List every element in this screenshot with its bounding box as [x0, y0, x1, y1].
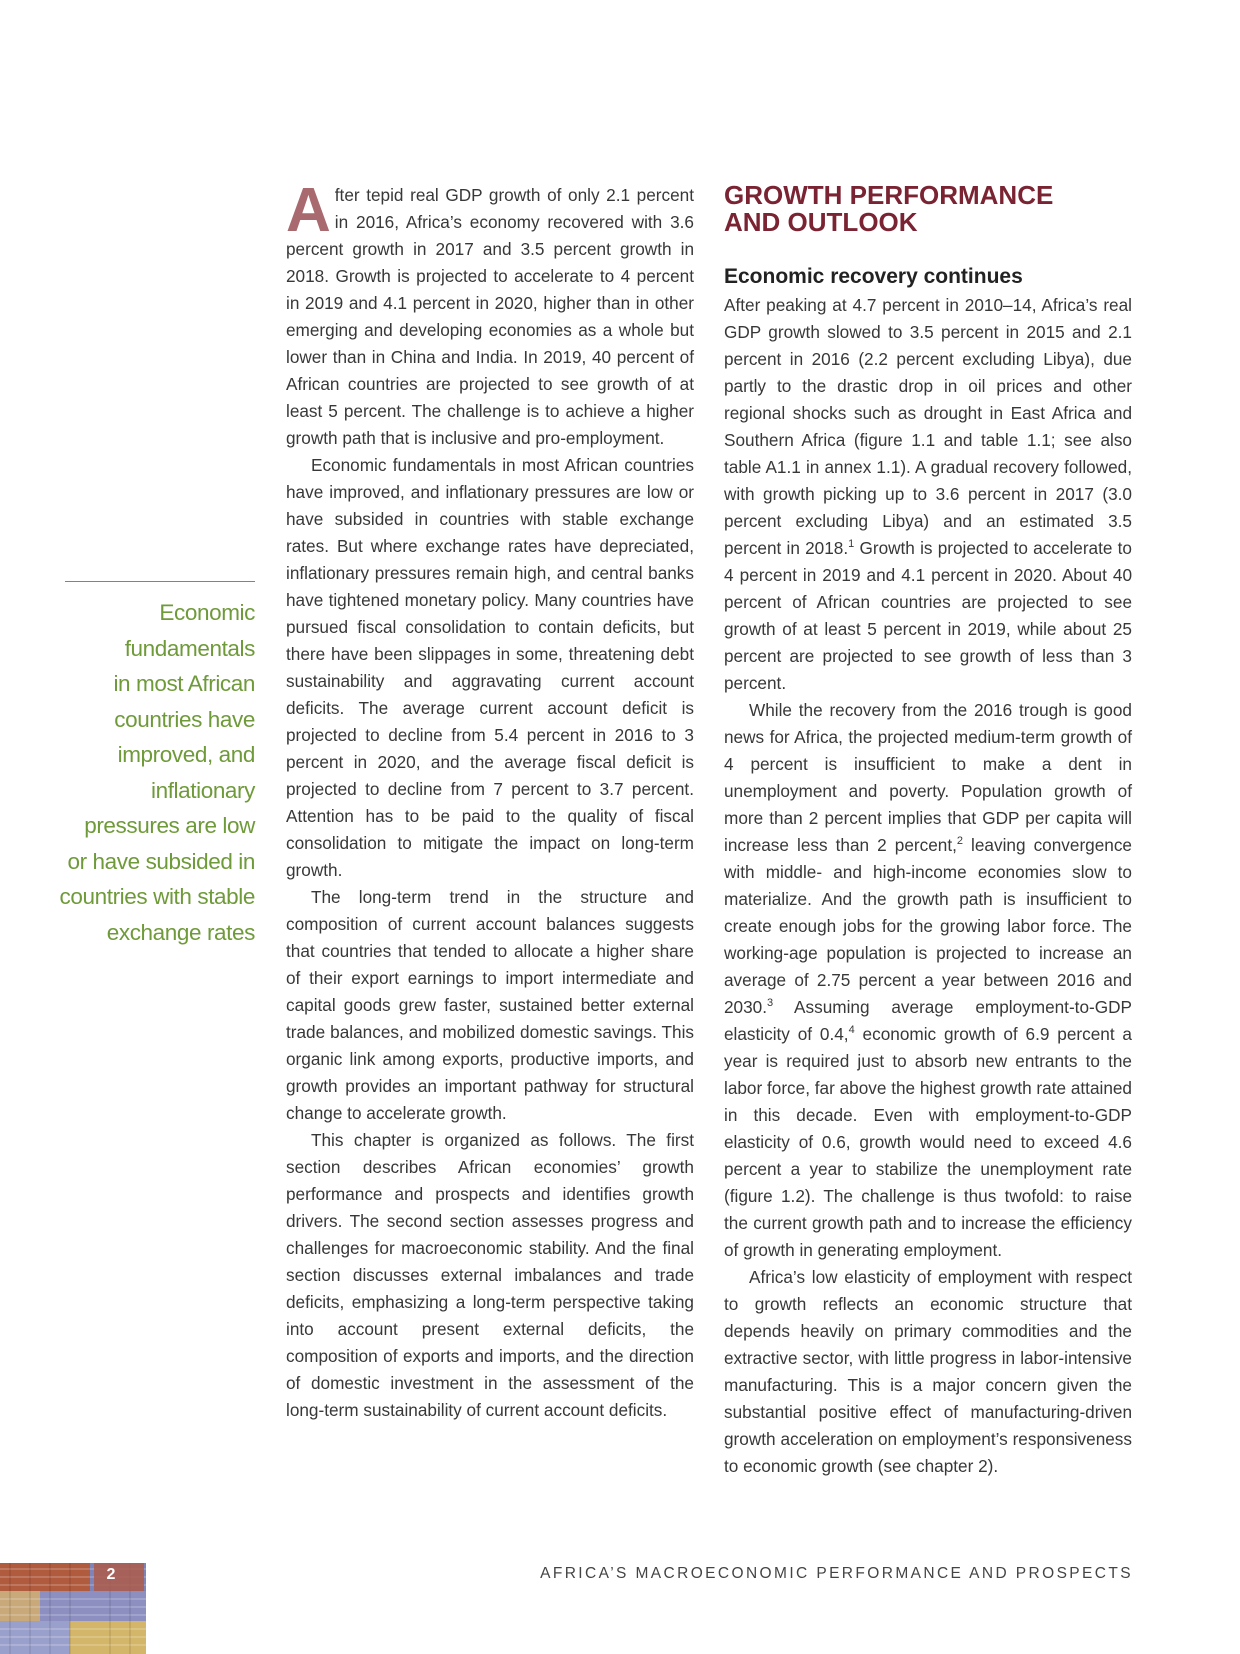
paragraph-text: leaving convergence with middle- and high-income economies slow to materialize. And the growth path is insufficient to create enough jobs for the growing labor force. The working-age population is projected to increase an average of 2.75 percent a year between 2016 and 2030. — [724, 835, 1132, 1017]
section-title-line: GROWTH PERFORMANCE — [724, 180, 1054, 210]
paragraph-text: After peaking at 4.7 percent in 2010–14, Africa’s real GDP growth slowed to 3.5 percent in 2015 and 2.1 percent in 2016 (2.2 percent excluding Libya), due partly to the drastic drop in oil prices and other regional shocks such as drought in East Africa and Southern Africa (figure 1.1 and table 1.1; see also table A1.1 in annex 1.1). A gradual recovery followed, with growth picking up to 3.6 percent in 2017 (3.0 percent excluding Libya) and an estimated 3.5 percent in 2018. — [724, 295, 1132, 558]
drop-cap: A — [286, 176, 331, 245]
footnote-ref[interactable]: 3 — [767, 997, 774, 1009]
pullquote-line: improved, and — [117, 742, 255, 767]
footnote-ref[interactable]: 2 — [956, 835, 963, 847]
pullquote — [55, 595, 255, 950]
body-paragraph: Economic fundamentals in most African countries have improved, and inflationary pressures are low or have subsided in countries with stable exchange rates. But where exchange rates have depreciated, inflationary pressures remain high, and central banks have tightened monetary policy. Many countries have pursued fiscal consolidation to contain deficits, but there have been slippages in some, threatening debt sustainability and aggravating current account deficits. The average current account deficit is projected to decline from 5.4 percent in 2016 to 3 percent in 2020, and the average fiscal deficit is projected to decline from 7 percent to 3.7 percent. Attention has to be paid to the quality of fiscal consolidation to mitigate the impact on long-term growth. — [286, 455, 694, 880]
pullquote-line: Economic — [159, 600, 255, 625]
intro-paragraph — [286, 176, 694, 452]
pullquote-line: countries with stable — [59, 884, 255, 909]
right-column — [724, 182, 1132, 1480]
textile-pattern — [0, 1563, 146, 1654]
pullquote-line: fundamentals — [124, 635, 255, 661]
page-number: 2 — [106, 1566, 116, 1583]
pullquote-line: inflationary — [150, 777, 255, 803]
pullquote-line: pressures are low — [84, 813, 255, 838]
section-title — [724, 182, 1132, 236]
woven-textile-decoration — [0, 1563, 146, 1654]
running-footer-title: AFRICA’S MACROECONOMIC PERFORMANCE AND PROSPECTS — [540, 1565, 1133, 1582]
pullquote-line: in most African — [113, 671, 255, 696]
footnote-ref[interactable]: 1 — [848, 538, 855, 550]
intro-text: fter tepid real GDP growth of only 2.1 percent in 2016, Africa’s economy recovered with 3.6 percent growth in 2017 and 3.5 percent growth in 2018. Growth is projected to accelerate to 4 percent in 2019 and 4.1 percent in 2020, higher than in other emerging and developing economies as a whole but lower than in China and India. In 2019, 40 percent of African countries are projected to see growth of at least 5 percent. The challenge is to achieve a higher growth path that is inclusive and pro-employment. — [286, 185, 694, 448]
paragraph-text: Growth is projected to accelerate to 4 percent in 2019 and 4.1 percent in 2020. About 40 percent of African countries are projected to see growth of at least 5 percent in 2019, while about 25 percent are projected to see growth of less than 3 percent. — [724, 538, 1132, 693]
paragraph-text: Assuming average employment-to-GDP elasticity of 0.4, — [724, 997, 1132, 1044]
body-paragraph: This chapter is organized as follows. The first section describes African economies’ growth performance and prospects and identifies growth drivers. The second section assesses progress and challenges for macroeconomic stability. And the final section discusses external imbalances and trade deficits, emphasizing a long-term perspective taking into account present external deficits, the composition of exports and imports, and the direction of domestic investment in the assessment of the long-term sustainability of current account deficits. — [286, 1130, 694, 1420]
body-paragraph — [724, 697, 1132, 1264]
footnote-ref[interactable]: 4 — [848, 1024, 855, 1036]
pullquote-line: or have subsided in — [67, 848, 255, 874]
paragraph-text: economic growth of 6.9 percent a year is required just to absorb new entrants to the labor force, far above the highest growth rate attained in this decade. Even with employment-to-GDP elasticity of 0.6, growth would need to exceed 4.6 percent a year to stabilize the unemployment rate (figure 1.2). The challenge is thus twofold: to raise the current growth path and to increase the efficiency of growth in generating employment. — [724, 1024, 1132, 1260]
pullquote-rule — [65, 581, 255, 582]
left-column — [286, 176, 694, 1424]
paragraph-text: While the recovery from the 2016 trough is good news for Africa, the projected medium-term growth of 4 percent is insufficient to make a dent in unemployment and poverty. Population growth of more than 2 percent implies that GDP per capita will increase less than 2 percent, — [724, 700, 1132, 855]
pullquote-line: countries have — [114, 706, 255, 732]
subheading: Economic recovery continues — [724, 265, 1023, 288]
body-paragraph: The long-term trend in the structure and composition of current account balances suggests that countries that tended to allocate a higher share of their export earnings to import intermediate and capital goods grew faster, sustained better external trade balances, and mobilized domestic savings. This organic link among exports, productive imports, and growth provides an important pathway for structural change to accelerate growth. — [286, 887, 694, 1123]
section-title-line: AND OUTLOOK — [724, 207, 918, 237]
body-paragraph — [724, 292, 1132, 697]
body-paragraph: Africa’s low elasticity of employment with respect to growth reflects an economic structure that depends heavily on primary commodities and the extractive sector, with little progress in labor-intensive manufacturing. This is a major concern given the substantial positive effect of manufacturing-driven growth acceleration on employment’s responsiveness to economic growth (see chapter 2). — [724, 1267, 1132, 1476]
pullquote-line: exchange rates — [106, 919, 255, 945]
